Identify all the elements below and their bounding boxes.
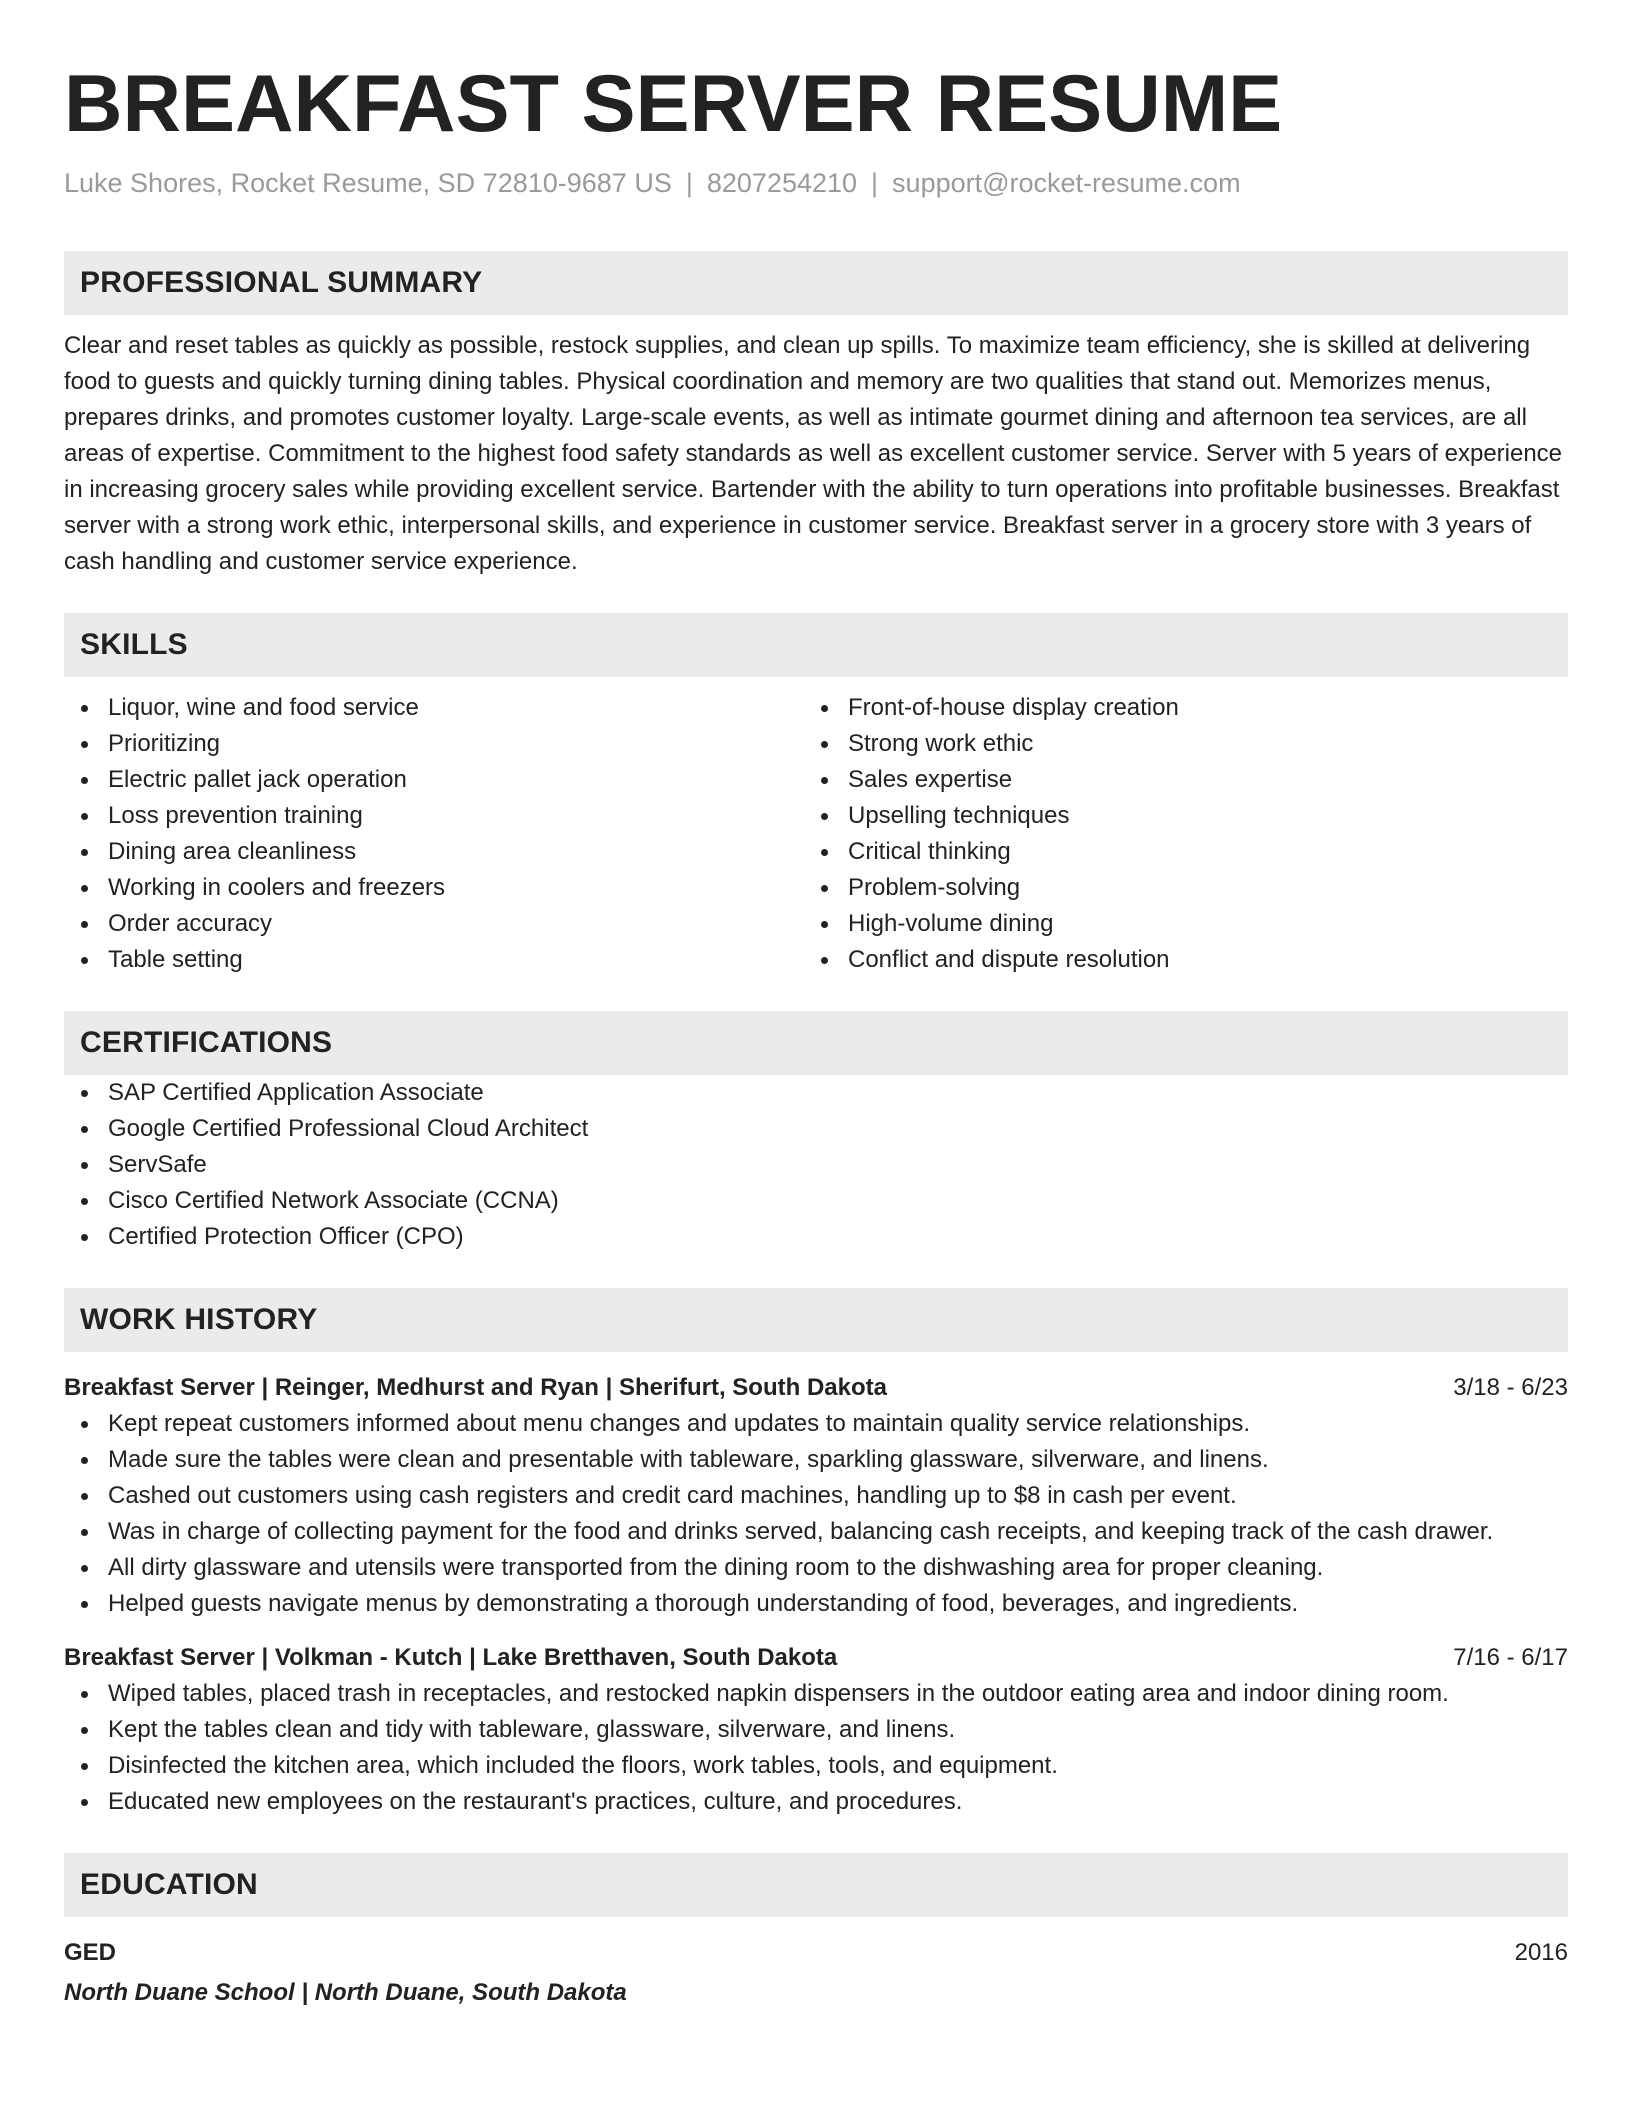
list-item xyxy=(64,1111,1568,1147)
list-item xyxy=(64,690,804,726)
bullet-icon xyxy=(81,1126,88,1133)
duty-text: Disinfected the kitchen area, which included the floors, work tables, tools, and equipment. xyxy=(108,1752,1058,1779)
duty-text: Cashed out customers using cash registers and credit card machines, handling up to $8 in cash per event. xyxy=(108,1482,1237,1509)
list-item xyxy=(804,834,1544,870)
education-school: North Duane School | North Duane, South Dakota xyxy=(64,1979,627,2006)
skill-text: Upselling techniques xyxy=(848,802,1070,829)
skill-text: Liquor, wine and food service xyxy=(108,694,419,721)
contact-separator: | xyxy=(871,168,879,198)
duty-text: Educated new employees on the restaurant's practices, culture, and procedures. xyxy=(108,1788,963,1815)
job-duties-list xyxy=(64,1406,1568,1622)
bullet-icon xyxy=(821,849,828,856)
bullet-icon xyxy=(81,1691,88,1698)
section-header-skills xyxy=(64,613,1568,677)
skill-text: Front-of-house display creation xyxy=(848,694,1179,721)
list-item xyxy=(64,1075,1568,1111)
job-header xyxy=(64,1640,1568,1676)
list-item xyxy=(64,1514,1568,1550)
contact-address: Luke Shores, Rocket Resume, SD 72810-9687 US xyxy=(64,168,672,198)
list-item xyxy=(804,726,1544,762)
section-title: EDUCATION xyxy=(80,1868,258,1901)
skill-text: Problem-solving xyxy=(848,874,1021,901)
bullet-icon xyxy=(81,1799,88,1806)
skill-text: Order accuracy xyxy=(108,910,273,937)
section-header-summary xyxy=(64,251,1568,315)
job-duties-list xyxy=(64,1676,1568,1820)
list-item xyxy=(64,1478,1568,1514)
list-item xyxy=(804,870,1544,906)
skill-text: High-volume dining xyxy=(848,910,1054,937)
list-item xyxy=(804,942,1544,978)
contact-email: support@rocket-resume.com xyxy=(892,168,1241,198)
bullet-icon xyxy=(81,1763,88,1770)
list-item xyxy=(64,942,804,978)
bullet-icon xyxy=(81,1727,88,1734)
bullet-icon xyxy=(81,1234,88,1241)
certification-text: Google Certified Professional Cloud Architect xyxy=(108,1115,589,1142)
duty-text: Helped guests navigate menus by demonstrating a thorough understanding of food, beverages, and ingredients. xyxy=(108,1590,1299,1617)
education-year: 2016 xyxy=(1514,1939,1568,1966)
certification-text: Cisco Certified Network Associate (CCNA) xyxy=(108,1187,559,1214)
duty-text: Kept the tables clean and tidy with tableware, glassware, silverware, and linens. xyxy=(108,1716,956,1743)
skill-text: Strong work ethic xyxy=(848,730,1034,757)
skill-text: Critical thinking xyxy=(848,838,1011,865)
section-title: CERTIFICATIONS xyxy=(80,1026,333,1059)
certification-text: SAP Certified Application Associate xyxy=(108,1079,484,1106)
bullet-icon xyxy=(81,1493,88,1500)
list-item xyxy=(64,1550,1568,1586)
education-header xyxy=(64,1935,1568,1971)
job-dates: 3/18 - 6/23 xyxy=(1453,1374,1568,1401)
bullet-icon xyxy=(81,957,88,964)
job-title: Breakfast Server | Reinger, Medhurst and Ryan | Sherifurt, South Dakota xyxy=(64,1374,887,1401)
skill-text: Working in coolers and freezers xyxy=(108,874,446,901)
bullet-icon xyxy=(81,849,88,856)
contact-separator: | xyxy=(685,168,693,198)
list-item xyxy=(64,834,804,870)
bullet-icon xyxy=(81,1601,88,1608)
list-item xyxy=(64,1586,1568,1622)
skills-grid xyxy=(64,690,1568,978)
skill-text: Conflict and dispute resolution xyxy=(848,946,1170,973)
skills-column-left xyxy=(64,690,804,978)
bullet-icon xyxy=(81,705,88,712)
bullet-icon xyxy=(81,1198,88,1205)
job-header xyxy=(64,1370,1568,1406)
certifications-list xyxy=(64,1075,1568,1255)
bullet-icon xyxy=(81,1529,88,1536)
skills-list-left xyxy=(64,690,804,978)
skill-text: Electric pallet jack operation xyxy=(108,766,407,793)
bullet-icon xyxy=(81,1090,88,1097)
bullet-icon xyxy=(821,777,828,784)
bullet-icon xyxy=(81,885,88,892)
job-title: Breakfast Server | Volkman - Kutch | Lake Bretthaven, South Dakota xyxy=(64,1644,838,1671)
skills-column-right xyxy=(804,690,1544,978)
duty-text: Was in charge of collecting payment for the food and drinks served, balancing cash receipts, and keeping track of the cash drawer. xyxy=(108,1518,1494,1545)
duty-text: Made sure the tables were clean and presentable with tableware, sparkling glassware, silverware, and linens. xyxy=(108,1446,1269,1473)
skill-text: Prioritizing xyxy=(108,730,221,757)
bullet-icon xyxy=(81,1457,88,1464)
list-item xyxy=(64,1784,1568,1820)
certification-text: Certified Protection Officer (CPO) xyxy=(108,1223,464,1250)
duty-text: Wiped tables, placed trash in receptacles, and restocked napkin dispensers in the outdoor eating area and indoor dining room. xyxy=(108,1680,1449,1707)
bullet-icon xyxy=(821,813,828,820)
list-item xyxy=(64,1748,1568,1784)
job-dates: 7/16 - 6/17 xyxy=(1453,1644,1568,1671)
contact-line xyxy=(64,166,1568,200)
section-title: SKILLS xyxy=(80,628,188,661)
list-item xyxy=(804,798,1544,834)
bullet-icon xyxy=(81,1421,88,1428)
page-title: BREAKFAST SERVER RESUME xyxy=(64,59,1283,149)
bullet-icon xyxy=(81,1565,88,1572)
list-item xyxy=(64,1219,1568,1255)
list-item xyxy=(64,726,804,762)
bullet-icon xyxy=(81,1162,88,1169)
list-item xyxy=(64,762,804,798)
list-item xyxy=(64,870,804,906)
bullet-icon xyxy=(81,741,88,748)
list-item xyxy=(64,1676,1568,1712)
bullet-icon xyxy=(821,921,828,928)
section-title: PROFESSIONAL SUMMARY xyxy=(80,266,483,299)
skill-text: Dining area cleanliness xyxy=(108,838,357,865)
duty-text: Kept repeat customers informed about menu changes and updates to maintain quality service relationships. xyxy=(108,1410,1250,1437)
list-item xyxy=(64,1442,1568,1478)
bullet-icon xyxy=(81,777,88,784)
bullet-icon xyxy=(821,957,828,964)
section-title: WORK HISTORY xyxy=(80,1303,318,1336)
skill-text: Table setting xyxy=(108,946,243,973)
bullet-icon xyxy=(81,813,88,820)
list-item xyxy=(64,1147,1568,1183)
list-item xyxy=(64,1712,1568,1748)
skills-list-right xyxy=(804,690,1544,978)
section-header-certifications xyxy=(64,1011,1568,1075)
bullet-icon xyxy=(821,741,828,748)
certification-text: ServSafe xyxy=(108,1151,207,1178)
list-item xyxy=(64,798,804,834)
section-header-work-history xyxy=(64,1288,1568,1352)
bullet-icon xyxy=(821,885,828,892)
bullet-icon xyxy=(821,705,828,712)
bullet-icon xyxy=(81,921,88,928)
list-item xyxy=(64,1406,1568,1442)
section-header-education xyxy=(64,1853,1568,1917)
education-degree: GED xyxy=(64,1939,117,1966)
list-item xyxy=(64,1183,1568,1219)
list-item xyxy=(804,906,1544,942)
list-item xyxy=(804,690,1544,726)
list-item xyxy=(804,762,1544,798)
contact-phone: 8207254210 xyxy=(706,168,858,198)
list-item xyxy=(64,906,804,942)
skill-text: Sales expertise xyxy=(848,766,1013,793)
skill-text: Loss prevention training xyxy=(108,802,363,829)
summary-text: Clear and reset tables as quickly as possible, restock supplies, and clean up spills. To maximize team efficiency, she is skilled at delivering food to guests and quickly turning dining tables. Physical coordination and memory are two qualities that stand out. Memorizes menus, prepares drinks, and promotes customer loyalty. Large-scale events, as well as intimate gourmet dining and afternoon tea services, are all areas of expertise. Commitment to the highest food safety standards as well as excellent customer service. Server with 5 years of experience in increasing grocery sales while providing excellent service. Bartender with the ability to turn operations into profitable businesses. Breakfast server with a strong work ethic, interpersonal skills, and experience in customer service. Breakfast server in a grocery store with 3 years of cash handling and customer service experience. xyxy=(64,332,1563,575)
duty-text: All dirty glassware and utensils were transported from the dining room to the dishwashing area for proper cleaning. xyxy=(108,1554,1324,1581)
